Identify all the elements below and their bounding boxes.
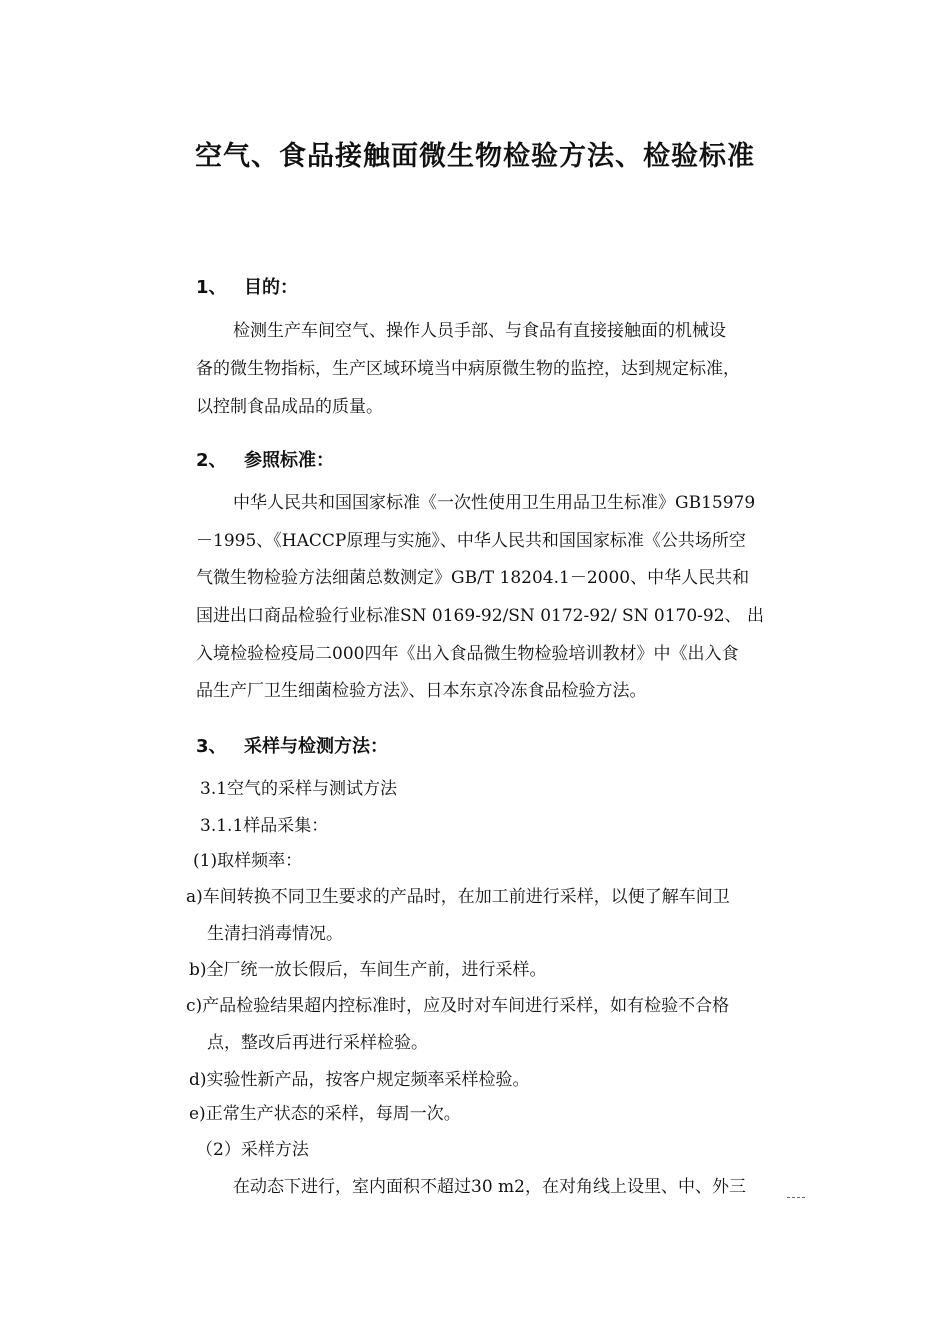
spellcheck-underline bbox=[787, 1197, 805, 1198]
section-2-line-3: 气微生物检验方法细菌总数测定》GB/T 18204.1－2000、中华人民共和 bbox=[196, 568, 750, 588]
section-3-line-5: 生清扫消毒情况。 bbox=[207, 924, 343, 944]
section-3-line-7: c)产品检验结果超内控标准时，应及时对车间进行采样，如有检验不合格 bbox=[186, 996, 730, 1016]
section-3-line-2: 3.1.1样品采集： bbox=[200, 816, 329, 836]
section-3-number: 3、 bbox=[196, 736, 227, 757]
section-2-heading bbox=[196, 446, 334, 472]
section-2-label: 参照标准： bbox=[244, 450, 334, 471]
section-3-line-10: e)正常生产状态的采样，每周一次。 bbox=[189, 1104, 461, 1124]
section-3-line-11: （2）采样方法 bbox=[196, 1140, 309, 1160]
section-1-heading bbox=[196, 273, 298, 299]
section-1-number: 1、 bbox=[196, 277, 227, 298]
section-2-line-6: 品生产厂卫生细菌检验方法》、日本东京冷冻食品检验方法。 bbox=[196, 681, 647, 701]
section-3-line-1: 3.1空气的采样与测试方法 bbox=[200, 779, 398, 799]
section-2-line-1: 中华人民共和国国家标准《一次性使用卫生用品卫生标准》GB15979 bbox=[233, 493, 756, 513]
document-title: 空气、食品接触面微生物检验方法、检验标准 bbox=[195, 141, 755, 172]
section-3-label: 采样与检测方法： bbox=[244, 736, 388, 757]
section-3-heading bbox=[196, 732, 388, 758]
section-3-line-3: (1)取样频率： bbox=[193, 851, 303, 871]
section-1-label: 目的： bbox=[244, 277, 298, 298]
section-2-line-4: 国进出口商品检验行业标准SN 0169-92/SN 0172-92/ SN 0170-92、 出 bbox=[196, 606, 764, 626]
section-2-line-5: 入境检验检疫局二000四年《出入食品微生物检验培训教材》中《出入食 bbox=[196, 644, 739, 664]
section-1-line-3: 以控制食品成品的质量。 bbox=[196, 397, 383, 417]
section-1-line-1: 检测生产车间空气、操作人员手部、与食品有直接接触面的机械设 bbox=[233, 321, 726, 341]
section-3-line-9: d)实验性新产品，按客户规定频率采样检验。 bbox=[189, 1070, 530, 1090]
section-1-line-2: 备的微生物指标，生产区域环境当中病原微生物的监控，达到规定标准， bbox=[196, 359, 740, 379]
section-3-line-8: 点，整改后再进行采样检验。 bbox=[207, 1033, 428, 1053]
section-3-line-4: a)车间转换不同卫生要求的产品时，在加工前进行采样，以便了解车间卫 bbox=[186, 887, 730, 907]
section-2-line-2: －1995、《HACCP原理与实施》、中华人民共和国国家标准《公共场所空 bbox=[196, 531, 746, 551]
section-2-number: 2、 bbox=[196, 450, 227, 471]
section-3-line-6: b)全厂统一放长假后，车间生产前，进行采样。 bbox=[189, 960, 547, 980]
section-3-line-12: 在动态下进行，室内面积不超过30 m2，在对角线上设里、中、外三 bbox=[233, 1177, 746, 1197]
